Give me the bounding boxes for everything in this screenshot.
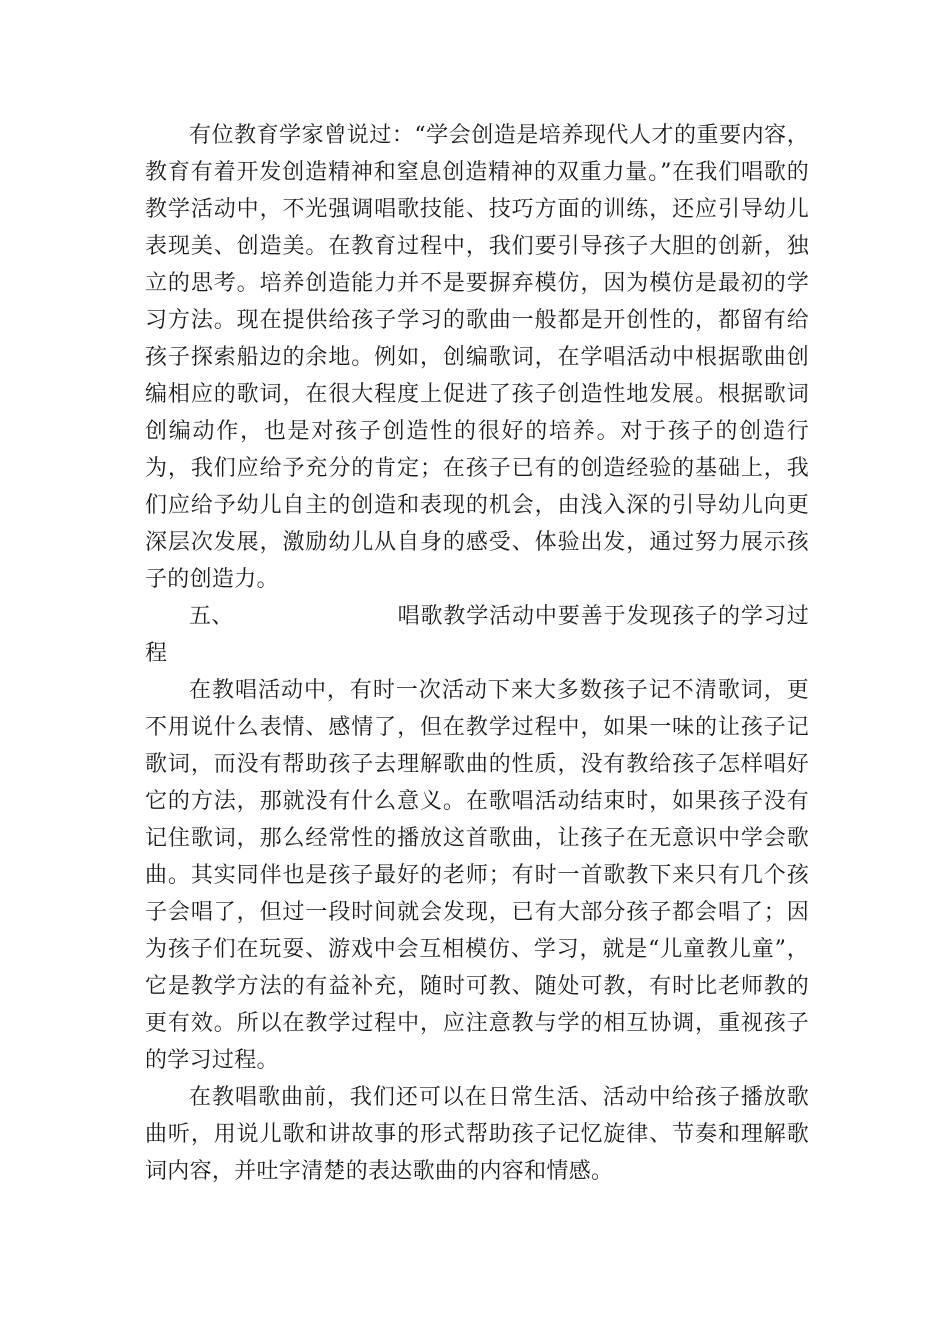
document-body	[145, 117, 809, 1190]
paragraph-learning-process: 在教唱活动中，有时一次活动下来大多数孩子记不清歌词，更不用说什么表情、感情了，但在教学过程中，如果一味的让孩子记歌词，而没有帮助孩子去理解歌曲的性质，没有教给孩子怎样唱好它的方法，那就没有什么意义。在歌唱活动结束时，如果孩子没有记住歌词，那么经常性的播放这首歌曲，让孩子在无意识中学会歌曲。其实同伴也是孩子最好的老师；有时一首歌教下来只有几个孩子会唱了，但过一段时间就会发现，已有大部分孩子都会唱了；因为孩子们在玩耍、游戏中会互相模仿、学习，就是“儿童教儿童”，它是教学方法的有益补充，随时可教、随处可教，有时比老师教的更有效。所以在教学过程中，应注意教与学的相互协调，重视孩子的学习过程。	[145, 678, 809, 1073]
paragraph-before-teaching: 在教唱歌曲前，我们还可以在日常生活、活动中给孩子播放歌曲听，用说儿歌和讲故事的形式帮助孩子记忆旋律、节奏和理解歌词内容，并吐字清楚的表达歌曲的内容和情感。	[145, 1085, 809, 1184]
paragraph-creativity: 有位教育学家曾说过：“学会创造是培养现代人才的重要内容，教育有着开发创造精神和窒息创造精神的双重力量。”在我们唱歌的教学活动中，不光强调唱歌技能、技巧方面的训练，还应引导幼儿表现美、创造美。在教育过程中，我们要引导孩子大胆的创新，独立的思考。培养创造能力并不是要摒弃模仿，因为模仿是最初的学习方法。现在提供给孩子学习的歌曲一般都是开创性的，都留有给孩子探索船边的余地。例如，创编歌词，在学唱活动中根据歌曲创编相应的歌词，在很大程度上促进了孩子创造性地发展。根据歌词创编动作，也是对孩子创造性的很好的培养。对于孩子的创造行为，我们应给予充分的肯定；在孩子已有的创造经验的基础上，我们应给予幼儿自主的创造和表现的机会，由浅入深的引导幼儿向更深层次发展，激励幼儿从自身的感受、体验出发，通过努力展示孩子的创造力。	[145, 123, 809, 592]
section-number: 五、	[189, 604, 234, 629]
section-title: 唱歌教学活动中要善于发现孩子的学习过程	[145, 604, 809, 666]
section-heading	[145, 598, 809, 672]
